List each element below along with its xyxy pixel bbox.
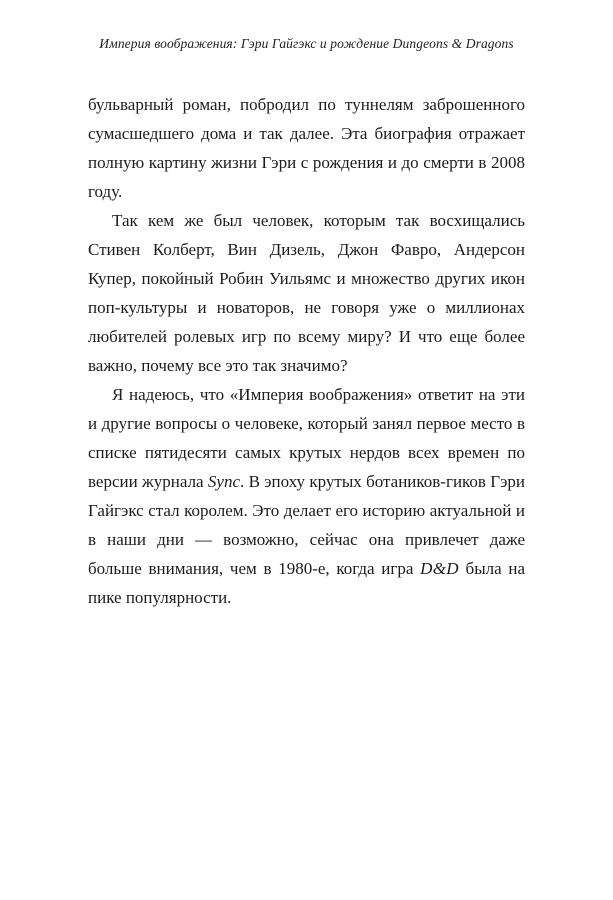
paragraph-text: была на пике популярности. bbox=[88, 559, 525, 607]
paragraph-text: . В эпоху крутых ботаников-гиков Гэри Гайгэкс стал королем. Это делает его историю актуальной и в наши дни — возможно, сейчас она привлечет даже больше внимания, чем в 1980-е, когда игра bbox=[88, 472, 526, 578]
game-title-dnd: D&D bbox=[420, 559, 459, 578]
paragraph bbox=[88, 380, 525, 612]
paragraph-text: Я надеюсь, что «Империя воображения» ответит на эти и другие вопросы о человеке, который занял первое место в списке пятидесяти самых крутых нердов всех времен по версии журнала bbox=[88, 385, 525, 491]
running-header: Империя воображения: Гэри Гайгэкс и рождение Dungeons & Dragons bbox=[99, 36, 514, 51]
paragraph: Так кем же был человек, которым так восхищались Стивен Колберт, Вин Дизель, Джон Фавро, Андерсон Купер, покойный Робин Уильямс и множество других икон поп-культуры и новаторов, не говоря уже о миллионах любителей ролевых игр по всему миру? И что еще более важно, почему все это так значимо? bbox=[88, 211, 525, 375]
journal-title: Sync bbox=[207, 472, 241, 491]
body-text bbox=[88, 90, 525, 612]
paragraph-continuation: бульварный роман, побродил по туннелям заброшенного сумасшедшего дома и так далее. Эта биография отражает полную картину жизни Гэри с рождения и до смерти в 2008 году. bbox=[88, 95, 525, 201]
